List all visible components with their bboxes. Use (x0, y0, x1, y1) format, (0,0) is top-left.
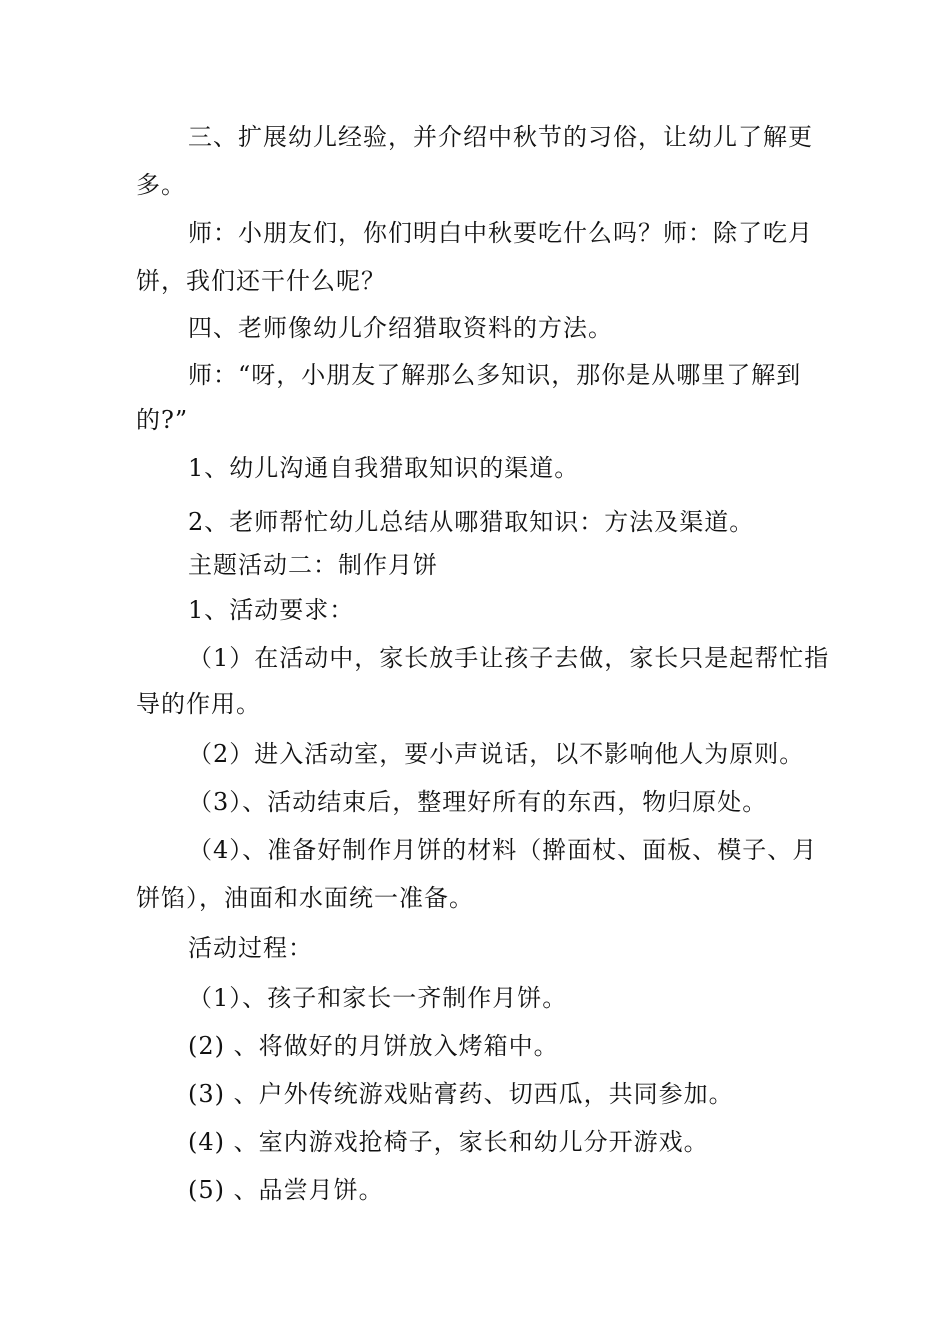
paragraph-line: 饼，我们还干什么呢？ (136, 267, 386, 295)
list-item: （1）在活动中，家长放手让孩子去做，家长只是起帮忙指 (188, 644, 830, 672)
list-item: 1、幼儿沟通自我猎取知识的渠道。 (188, 454, 580, 482)
paragraph-line: 的?” (136, 406, 189, 434)
paragraph-line: 多。 (136, 171, 186, 199)
list-item: （3）、活动结束后，整理好所有的东西，物归原处。 (188, 788, 768, 816)
list-item: (3) 、户外传统游戏贴膏药、切西瓜，共同参加。 (188, 1080, 734, 1108)
paragraph-line: 师：“呀，小朋友了解那么多知识，那你是从哪里了解到 (188, 361, 802, 389)
list-item: （1）、孩子和家长一齐制作月饼。 (188, 984, 568, 1012)
paragraph-line: 导的作用。 (136, 690, 261, 718)
list-item: 1、活动要求： (188, 596, 355, 624)
paragraph-line: 四、老师像幼儿介绍猎取资料的方法。 (188, 314, 613, 342)
paragraph-line: 师：小朋友们，你们明白中秋要吃什么吗？师：除了吃月 (188, 219, 813, 247)
list-item: （4）、准备好制作月饼的材料（擀面杖、面板、模子、月 (188, 836, 818, 864)
list-item: 2、老师帮忙幼儿总结从哪猎取知识：方法及渠道。 (188, 508, 755, 536)
paragraph-line: 三、扩展幼儿经验，并介绍中秋节的习俗，让幼儿了解更 (188, 123, 813, 151)
list-item: (2) 、将做好的月饼放入烤箱中。 (188, 1032, 559, 1060)
paragraph-line: 饼馅），油面和水面统一准备。 (136, 884, 474, 912)
list-item: （2）进入活动室，要小声说话，以不影响他人为原则。 (188, 740, 805, 768)
list-item: (5) 、品尝月饼。 (188, 1176, 384, 1204)
section-heading: 主题活动二：制作月饼 (188, 551, 438, 579)
list-item: (4) 、室内游戏抢椅子，家长和幼儿分开游戏。 (188, 1128, 709, 1156)
section-heading: 活动过程： (188, 934, 313, 962)
